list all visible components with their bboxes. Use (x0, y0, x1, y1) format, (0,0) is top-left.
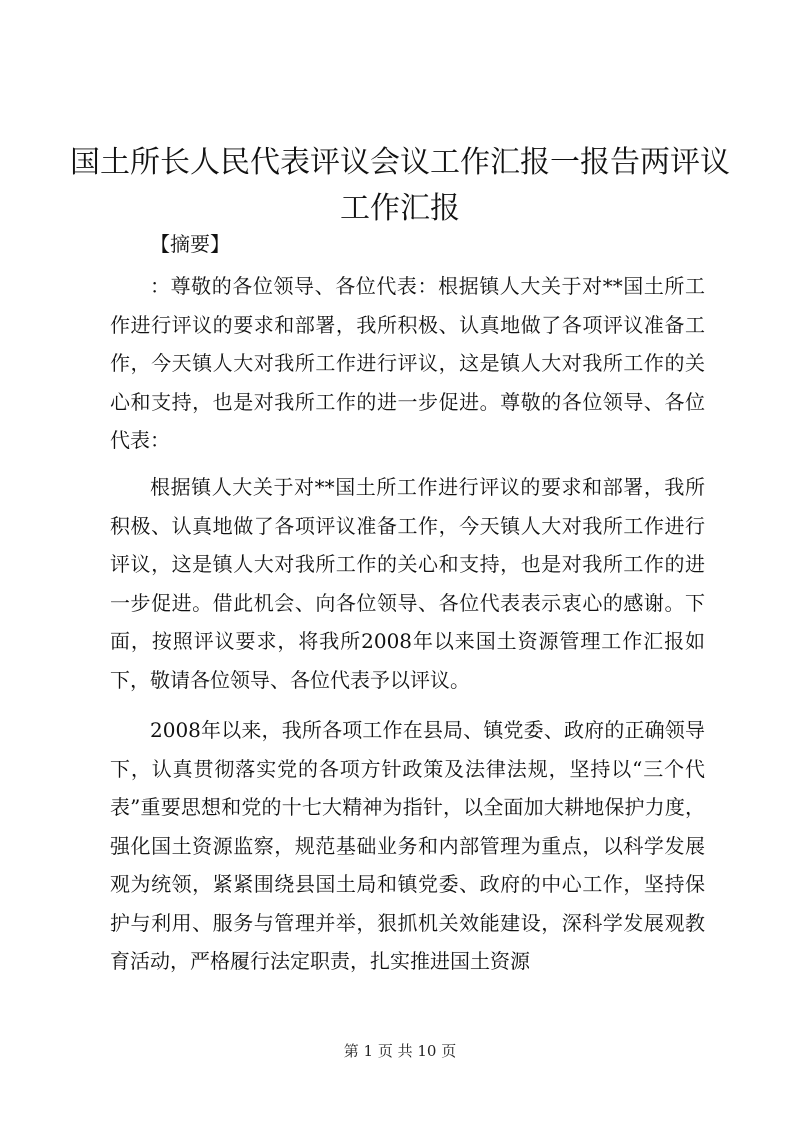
document-title: 国土所长人民代表评议会议工作汇报一报告两评议工作汇报 (70, 145, 730, 226)
body-paragraph-2: 根据镇人大关于对**国土所工作进行评议的要求和部署，我所积极、认真地做了各项评议准备工作，今天镇人大对我所工作进行评议，这是镇人大对我所工作的关心和支持，也是对我所工作的进一步促进。借此机会、向各位领导、各位代表表示衷心的感谢。下面，按照评议要求，将我所2008年以来国土资源管理工作汇报如下，敬请各位领导、各位代表予以评议。 (110, 475, 705, 692)
page-number-footer: 第 1 页 共 10 页 (343, 1042, 457, 1060)
abstract-label: 【摘要】 (150, 232, 230, 256)
body-paragraph-3: 2008年以来，我所各项工作在县局、镇党委、政府的正确领导下，认真贯彻落实党的各项方针政策及法律法规，坚持以“三个代表”重要思想和党的十七大精神为指针，以全面加大耕地保护力度，强化国土资源监察，规范基础业务和内部管理为重点，以科学发展观为统领，紧紧围绕县国土局和镇党委、政府的中心工作，坚持保护与利用、服务与管理并举，狠抓机关效能建设，深科学发展观教育活动，严格履行法定职责，扎实推进国土资源 (110, 718, 705, 973)
body-paragraph-1: ：尊敬的各位领导、各位代表：根据镇人大关于对**国土所工作进行评议的要求和部署，我所积极、认真地做了各项评议准备工作，今天镇人大对我所工作进行评议，这是镇人大对我所工作的关心和支持，也是对我所工作的进一步促进。尊敬的各位领导、各位代表： (110, 274, 705, 452)
